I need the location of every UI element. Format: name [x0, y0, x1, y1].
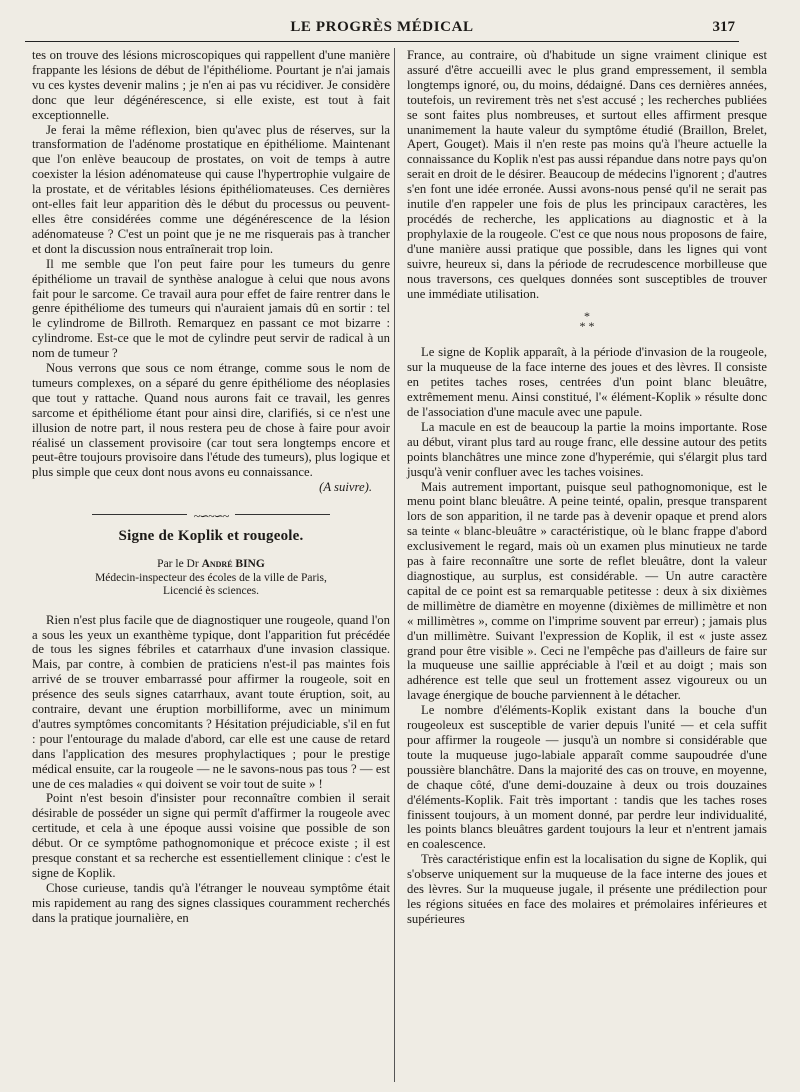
left-column [32, 48, 390, 926]
paragraph: tes on trouve des lésions microscopiques qui rappellent d'une manière frappante les lésions de début de l'épithéliome. Pourtant je n'ai jamais vu ces kystes devenir malins ; je n'en ai pas vu récidiver. Je considère donc que leur dégénérescence, si elle existe, est tout à fait exceptionnelle. [32, 48, 390, 122]
article-title: Signe de Koplik et rougeole. [118, 528, 304, 545]
paragraph: Très caractéristique enfin est la localisation du signe de Koplik, qui s'observe uniquement sur la muqueuse de la face interne des joues et des lèvres. Sur la muqueuse jugale, il présente une prédilection pour les régions situées en face des molaires et prémolaires inférieures et supérieures [407, 852, 767, 926]
paragraph: Mais autrement important, puisque seul pathognomonique, est le menu point blanc bleuâtre. A peine teinté, opalin, presque transparent lors de son apparition, il ne tarde pas à devenir opaque et prend alors sa teinte « blanc-bleuâtre » caractéristique, où le blanc frappe d'abord exclusivement le regard, mais où un examen plus minutieux ne tarde pas à faire reconnaître une sorte de reflet bleuâtre, dont la valeur diagnostique, au surplus, est considérable. — Un autre caractère capital de ce point est sa remarquable petitesse : deux à six dixièmes de millimètre de diamètre en moyenne (dixièmes de millimètre et non « millimètres », comme on l'imprime souvent par erreur) ; jamais plus d'un millimètre. Suivant l'expression de Koplik, il est « juste assez grand pour être visible ». Ceci ne l'empêche pas d'ailleurs de faire sur la muqueuse une saillie appréciable à l'œil et au doigt ; mais son adhérence est telle que seul un frottement assez vigoureux ou un lavage énergique de bouche parviennent à le détacher. [407, 479, 767, 703]
to-be-continued-note: (A suivre). [319, 480, 372, 495]
byline [32, 558, 390, 572]
paragraph: Le nombre d'éléments-Koplik existant dans la bouche d'un rougeoleux est susceptible de varier depuis l'unité — et cela suffit pour affirmer la rougeole — jusqu'à un nombre si considérable que toute la muqueuse jugo-labiale apparaît comme saupoudrée d'une poussière blanchâtre. Dans la majorité des cas on trouve, en moyenne, de chaque côté, d'une demi-douzaine à deux ou trois douzaines d'éléments-Koplik. Fait très important : tandis que les taches roses finissent toujours, à un moment donné, par perdre leur individualité, les points blancs bleuâtres gardent toujours la leur et n'entrent jamais en coalescence. [407, 703, 767, 852]
author-name: André BING [201, 558, 265, 571]
author-degree: Licencié ès sciences. [162, 585, 260, 598]
paragraph: La macule en est de beaucoup la partie la moins importante. Rose au début, virant plus tard au rouge franc, elle dessine autour des petits points blanchâtres une mince zone d'hyperémie, qui s'élargit plus tard jusqu'à venir confluer avec les taches voisines. [407, 419, 767, 479]
column-divider [394, 48, 395, 1082]
ornament-rule-right [235, 514, 330, 515]
section-ornament [32, 509, 390, 524]
paragraph: Point n'est besoin d'insister pour reconnaître combien il serait désirable de posséder un signe qui permît d'affirmer la rougeole avec certitude, et cela à une époque aussi voisine que possible de son début. Or ce symptôme pathognomonique et précoce existe ; il est presque constant et sa recherche est essentiellement clinique : c'est le signe de Koplik. [32, 791, 390, 880]
paragraph: Je ferai la même réflexion, bien qu'avec plus de réserves, sur la transformation de l'adénome prostatique en épithéliome. Maintenant que l'on enlève beaucoup de prostates, on voit de temps à autre coexister la lésion adénomateuse qui cause l'hypertrophie vulgaire de la prostate, et de véritables lésions épithéliomateuses. Ces dernières ont-elles fait leur apparition dès le début du processus ou peuvent-elles être considérées comme une dégénérescence de la lésion adénomateuse ? C'est un point que je ne me risquerais pas à trancher et dont la discussion nous entraînerait trop loin. [32, 122, 390, 256]
right-column [407, 48, 767, 927]
paragraph: Il me semble que l'on peut faire pour les tumeurs du genre épithéliome un travail de synthèse analogue à celui que nous avons fait pour le sarcome. Ce travail aura pour effet de faire rentrer dans le genre épithéliome des tumeurs qui n'auraient jamais dû en sortir : tel le cylindrome de Billroth. Remarquez en passant ce mot bizarre : cylindrome. Est-ce que le mot de cylindre peut servir de radical à un nom de tumeur ? [32, 256, 390, 361]
continuation-note-row [32, 480, 390, 495]
spacer [32, 599, 390, 613]
paragraph: Le signe de Koplik apparaît, à la période d'invasion de la rougeole, sur la muqueuse de la face interne des joues et des lèvres. Il consiste en petites taches roses, centrées d'un point blanc bleuâtre, extrêmement menu. Ainsi constitué, l'« élément-Koplik » résulte donc de l'association d'une macule avec une papule. [407, 345, 767, 420]
ornament-flourish: ~∽~∽~ [193, 509, 229, 524]
paragraph: France, au contraire, où d'habitude un signe vraiment clinique est assuré d'être accueilli avec le plus grand empressement, il sembla longtemps ignoré, ou, du moins, dédaigné. Dans ces dernières années, toutefois, un revirement très net s'est accusé ; les recherches publiées se sont faites plus nombreuses, et surtout elles affirment presque unanimement la haute valeur du symptôme étudié (Braillon, Brelet, Apert, Gouget). Mais il n'en reste pas moins qu'à l'heure actuelle la connaissance du Koplik n'est pas aussi répandue dans notre pays qu'on serait en droit de le désirer. Beaucoup de médecins l'ignorent ; d'autres s'en font une idée erronée. Aussi avons-nous pensé qu'il ne serait pas inutile d'en rappeler une fois de plus les principaux caractères, les procédés de recherche, les applications au diagnostic et à la prophylaxie de la rougeole. C'est ce que nous nous proposons de faire, d'une manière aussi pratique que possible, dans les lignes qui vont suivre, heureux si, dans la période de recrudescence morbilleuse que nous traversons, ces quelques données sont susceptibles de trouver une immédiate utilisation. [407, 48, 767, 301]
author-position: Médecin-inspecteur des écoles de la ville de Paris, [95, 571, 327, 584]
journal-title: LE PROGRÈS MÉDICAL [290, 19, 474, 35]
page-number: 317 [712, 19, 735, 35]
paragraph: Rien n'est plus facile que de diagnostiquer une rougeole, quand l'on a sous les yeux un exanthème typique, dont l'apparition fut précédée de tous les signes fébriles et catarrhaux d'une invasion classique. Mais, par contre, à combien de praticiens n'est-il pas maintes fois arrivé de se trouver embarrassé pour affirmer la rougeole, soit en présence des seuls signes catarrhaux, avant toute éruption, soit, au contraire, devant une éruption morbilliforme, avec un minimum d'autres symptômes concomitants ? Hésitation préjudiciable, s'il en fut : pour l'entourage du malade d'abord, car elle est une cause de retard dans l'application des mesures prophylactiques ; pour le prestige médical ensuite, car la rougeole — ne le savons-nous pas tous ? — est une de ces maladies « qui doivent se voir tout de suite » ! [32, 612, 390, 791]
paragraph: Chose curieuse, tandis qu'à l'étranger le nouveau symptôme était mis rapidement au rang des signes classiques couramment recherchés dans la pratique journalière, en [32, 880, 390, 925]
section-asterism: * * * [579, 309, 595, 334]
ornament-rule-left [92, 514, 187, 515]
byline-prefix: Par le Dr [157, 558, 199, 571]
running-header [25, 19, 739, 41]
header-rule [25, 41, 739, 42]
paragraph: Nous verrons que sous ce nom étrange, comme sous le nom de tumeurs complexes, on a séparé du genre épithéliome des néoplasies que tout y rattache. Quand nous aurons fait ce travail, les genres sarcome et épithéliome étant pour ainsi dire, clarifiés, si ce n'est une illusion de notre part, il nous restera peu de chose à faire pour avoir réalisé un classement provisoire (car tout sera longtemps encore et peut-être toujours provisoire dans l'étude des tumeurs), plus logique et plus simple que ceux dont nous avons eu connaissance. [32, 361, 390, 480]
